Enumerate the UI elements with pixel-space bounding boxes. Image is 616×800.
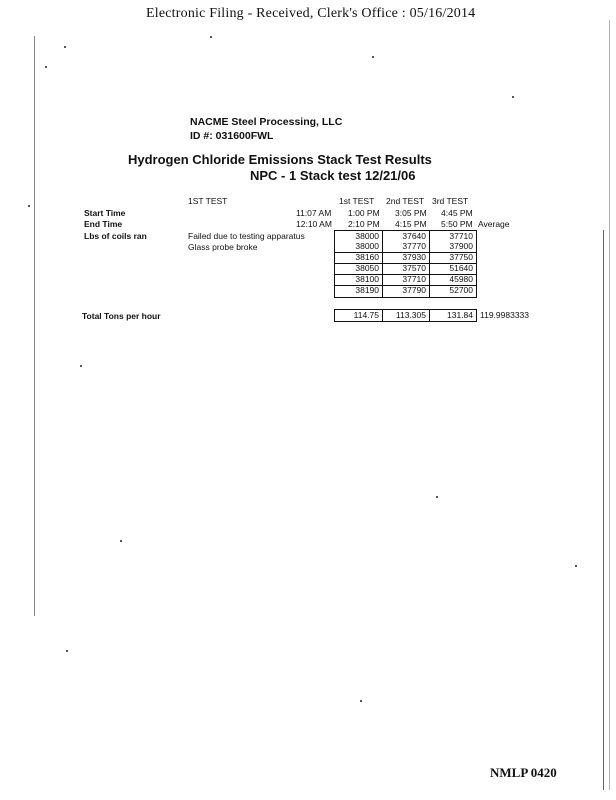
scan-speck — [436, 496, 438, 498]
coil-r2-c1: 37930 — [402, 252, 426, 262]
coil-r3-c2: 51640 — [449, 263, 473, 273]
coil-r0-c2: 37710 — [449, 231, 473, 241]
failure-note: Failed due to testing apparatus — [188, 231, 305, 241]
scan-speck — [28, 205, 30, 207]
total-2: 113.305 — [395, 310, 426, 320]
coil-r5-c1: 37790 — [402, 285, 426, 295]
coil-r4-c2: 45980 — [449, 274, 473, 284]
header-col1: 1st TEST — [339, 196, 375, 206]
coil-r2-c2: 37750 — [449, 252, 473, 262]
end-time-2: 4:15 PM — [395, 219, 427, 229]
company-id: ID #: 031600FWL — [190, 130, 274, 142]
total-1: 114.75 — [353, 310, 379, 320]
average-header: Average — [478, 219, 510, 229]
probe-note: Glass probe broke — [188, 242, 258, 252]
scan-speck — [66, 650, 68, 652]
end-time-3: 5:50 PM — [441, 219, 473, 229]
scan-speck — [512, 96, 514, 98]
coil-r3-c1: 37570 — [402, 263, 426, 273]
coil-r3-c0: 38050 — [355, 263, 379, 273]
scan-edge-left — [34, 36, 35, 616]
document-title: Hydrogen Chloride Emissions Stack Test Results — [128, 152, 432, 167]
coil-r0-c1: 37640 — [402, 231, 426, 241]
start-time-3: 4:45 PM — [441, 208, 473, 218]
scan-speck — [80, 365, 82, 367]
total-table — [334, 309, 477, 322]
document-subtitle: NPC - 1 Stack test 12/21/06 — [250, 168, 416, 183]
coil-r0-c0: 38000 — [355, 231, 379, 241]
total-label: Total Tons per hour — [82, 311, 161, 321]
coil-r2-c0: 38160 — [355, 252, 379, 262]
scan-speck — [120, 540, 122, 542]
total-average: 119.9983333 — [480, 310, 530, 320]
scan-speck — [575, 565, 577, 567]
start-time-1: 1:00 PM — [348, 208, 380, 218]
lbs-label: Lbs of coils ran — [84, 231, 147, 241]
scan-speck — [372, 56, 374, 58]
company-name: NACME Steel Processing, LLC — [190, 116, 343, 128]
scan-speck — [210, 36, 212, 38]
start-time-2: 3:05 PM — [395, 208, 427, 218]
scan-speck — [45, 66, 47, 68]
coil-r5-c2: 52700 — [449, 285, 473, 295]
start-time-label: Start Time — [84, 208, 126, 218]
scan-edge-far-right — [609, 20, 610, 790]
total-3: 131.84 — [447, 310, 473, 320]
scan-speck — [360, 700, 362, 702]
scan-edge-right — [603, 230, 604, 790]
header-col2: 2nd TEST — [386, 196, 425, 206]
coil-r1-c0: 38000 — [355, 241, 379, 251]
start-time-first: 11:07 AM — [296, 208, 332, 218]
coil-r4-c1: 37710 — [402, 274, 426, 284]
coil-r4-c0: 38100 — [355, 274, 379, 284]
page-footer: NMLP 0420 — [490, 765, 557, 780]
end-time-1: 2:10 PM — [348, 219, 380, 229]
coil-r1-c1: 37770 — [402, 241, 426, 251]
coil-r1-c2: 37900 — [449, 241, 473, 251]
scan-speck — [64, 46, 66, 48]
filing-stamp: Electronic Filing - Received, Clerk's Office : 05/16/2014 — [146, 6, 476, 21]
coil-table — [334, 230, 477, 298]
header-col3: 3rd TEST — [432, 196, 469, 206]
header-first-test: 1ST TEST — [188, 196, 228, 206]
end-time-first: 12:10 AM — [296, 219, 332, 229]
end-time-label: End Time — [84, 219, 123, 229]
coil-r5-c0: 38190 — [355, 285, 379, 295]
